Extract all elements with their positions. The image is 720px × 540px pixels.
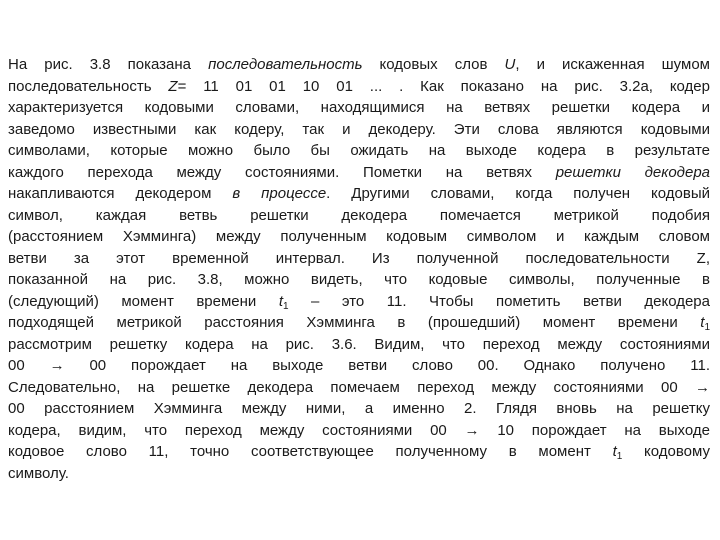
text-segment: , и искаженная шумом	[515, 56, 710, 73]
text-line	[8, 355, 710, 377]
text-segment: заведомо известными как кодеру, так и декодеру. Эти слова являются кодовыми	[8, 120, 710, 138]
text-line	[8, 183, 710, 205]
italic-text: t	[700, 314, 705, 331]
text-segment: кодера, видим, что переход между состояниями 00 → 10 порождает на выходе	[8, 421, 710, 439]
text-segment: . Другими словами, когда получен кодовый	[326, 185, 710, 202]
italic-text: U	[504, 56, 516, 73]
text-segment: характеризуется кодовыми словами, находящимися на ветвях решетки кодера и	[8, 99, 710, 116]
text-line	[8, 377, 710, 399]
text-segment: последовательность	[8, 77, 169, 95]
text-line	[8, 226, 710, 248]
italic-text: решетки декодера	[555, 163, 710, 181]
text-segment: ветви за этот временной интервал. Из полученной последовательности Z,	[8, 249, 710, 267]
text-line	[8, 97, 710, 119]
text-line	[8, 248, 710, 270]
text-line	[8, 119, 710, 141]
text-segment: – это 11. Чтобы пометить ветви декодера	[288, 292, 710, 310]
text-segment: символу.	[8, 464, 69, 482]
text-line	[8, 205, 710, 227]
text-segment: Следовательно, на решетке декодера помечаем переход между состояниями 00 →	[8, 378, 710, 396]
text-segment: символами, которые можно было бы ожидать на выходе кодера в результате	[8, 142, 710, 159]
text-line	[8, 162, 710, 184]
italic-text: последовательность	[208, 56, 363, 73]
italic-text: Z	[168, 77, 178, 95]
subscript-text: 1	[616, 451, 623, 462]
text-line	[8, 269, 710, 291]
text-line	[8, 398, 710, 420]
text-segment: каждого перехода между состояниями. Пометки на ветвях	[8, 163, 556, 181]
text-segment: символ, каждая ветвь решетки декодера помечается метрикой подобия	[8, 206, 710, 224]
text-line	[8, 76, 710, 98]
text-segment: 00 → 00 порождает на выходе ветви слово 00. Однако получено 11.	[8, 357, 710, 374]
text-line	[8, 54, 710, 76]
subscript-text: 1	[282, 300, 289, 312]
body-paragraph	[8, 54, 710, 484]
text-line	[8, 334, 710, 356]
text-segment: кодовое слово 11, точно соответствующее полученному в момент	[8, 443, 613, 460]
text-segment: 00 расстоянием Хэмминга между ними, а именно 2. Глядя вновь на решетку	[8, 400, 710, 417]
text-segment: кодовому	[622, 443, 710, 460]
text-line	[8, 140, 710, 162]
italic-text: t	[612, 443, 617, 460]
text-segment: накапливаются декодером	[8, 185, 233, 202]
text-line	[8, 312, 710, 334]
text-line	[8, 441, 710, 463]
text-segment: (расстоянием Хэмминга) между полученным кодовым символом и каждым словом	[8, 228, 710, 245]
text-segment: показанной на рис. 3.8, можно видеть, что кодовые символы, полученные в	[8, 271, 710, 288]
text-line	[8, 291, 710, 313]
text-segment: = 11 01 01 10 01 ... . Как показано на рис. 3.2а, кодер	[177, 77, 710, 95]
text-line	[8, 420, 710, 442]
text-segment: (следующий) момент времени	[8, 292, 279, 310]
document-page	[8, 54, 710, 484]
italic-text: t	[278, 292, 283, 310]
subscript-text: 1	[704, 322, 710, 333]
italic-text: в процессе	[232, 185, 327, 202]
text-segment: рассмотрим решетку кодера на рис. 3.6. Видим, что переход между состояниями	[8, 335, 710, 353]
text-segment: кодовых слов	[362, 56, 505, 73]
text-segment: подходящей метрикой расстояния Хэмминга в (прошедший) момент времени	[8, 314, 701, 331]
text-segment: На рис. 3.8 показана	[8, 56, 209, 73]
text-line	[8, 463, 710, 485]
